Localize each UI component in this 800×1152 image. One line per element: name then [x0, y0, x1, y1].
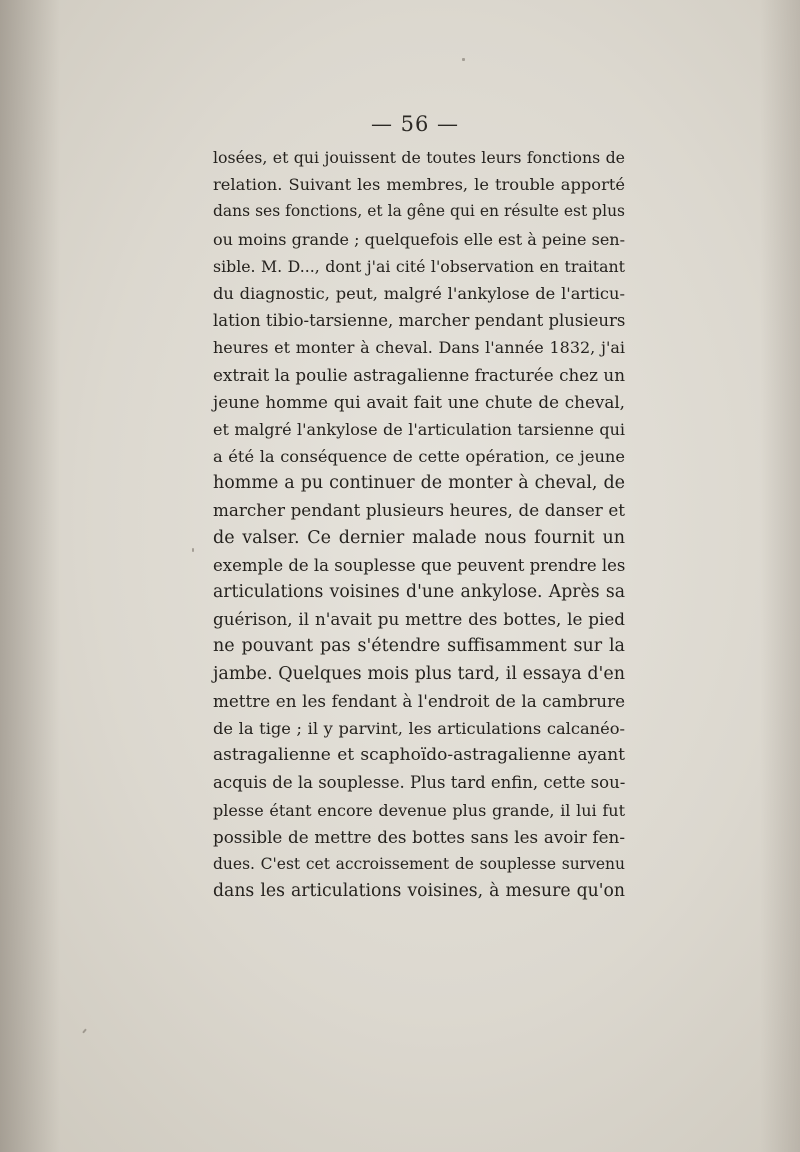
text-line: mettre en les fendant à l'endroit de la cambrure	[213, 690, 625, 711]
text-line: extrait la poulie astragalienne fracturée chez un	[213, 364, 625, 385]
text-line: losées, et qui jouissent de toutes leurs fonctions de	[213, 148, 625, 167]
text-line: marcher pendant plusieurs heures, de danser et	[213, 500, 625, 521]
text-line: possible de mettre des bottes sans les avoir fen-	[213, 826, 625, 847]
text-line: dans ses fonctions, et la gêne qui en résulte est plus	[213, 202, 625, 221]
text-line: a été la conséquence de cette opération, ce jeune	[213, 447, 625, 467]
text-line: astragalienne et scaphoïdo-astragalienne ayant	[213, 745, 625, 766]
text-line: et malgré l'ankylose de l'articulation tarsienne qui	[213, 419, 625, 439]
text-line: ou moins grande ; quelquefois elle est à peine sen-	[213, 229, 625, 249]
text-line: de la tige ; il y parvint, les articulations calcanéo-	[213, 718, 625, 738]
text-line: ne pouvant pas s'étendre suffisamment sur la	[213, 636, 625, 657]
text-line: plesse étant encore devenue plus grande, il lui fut	[213, 800, 625, 820]
page-number: — 56 —	[370, 112, 460, 136]
text-line: dans les articulations voisines, à mesure qu'on	[213, 881, 625, 902]
text-line: jeune homme qui avait fait une chute de cheval,	[213, 391, 625, 412]
paper-speck	[82, 1028, 87, 1033]
text-line: exemple de la souplesse que peuvent prendre les	[213, 555, 626, 575]
text-line: heures et monter à cheval. Dans l'année 1832, j'ai	[213, 338, 625, 358]
text-line: de valser. Ce dernier malade nous fournit un	[213, 527, 625, 548]
text-line: jambe. Quelques mois plus tard, il essaya d'en	[213, 663, 625, 684]
text-line: dues. C'est cet accroissement de souplesse survenu	[213, 854, 625, 873]
text-line: guérison, il n'avait pu mettre des bottes, le pied	[213, 609, 625, 630]
text-line: lation tibio-tarsienne, marcher pendant plusieurs	[213, 311, 626, 331]
text-line: du diagnostic, peut, malgré l'ankylose de l'articu-	[213, 283, 625, 303]
text-line: acquis de la souplesse. Plus tard enfin, cette sou-	[213, 773, 626, 793]
text-line: relation. Suivant les membres, le trouble apporté	[213, 175, 625, 195]
text-line: sible. M. D..., dont j'ai cité l'observation en traitant	[213, 256, 625, 276]
paper-speck	[192, 548, 194, 552]
text-line: articulations voisines d'une ankylose. Après sa	[213, 582, 625, 602]
text-line: homme a pu continuer de monter à cheval, de	[213, 473, 625, 494]
body-text	[213, 144, 625, 905]
paper-speck	[462, 58, 465, 61]
